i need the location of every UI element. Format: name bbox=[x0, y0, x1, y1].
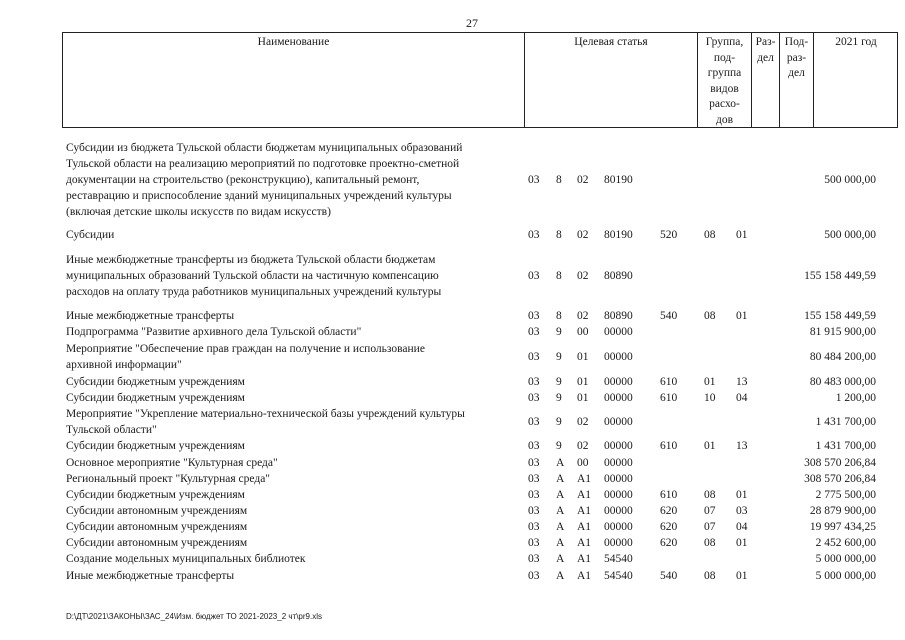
row-name-line: Тульской области" bbox=[66, 424, 157, 436]
target-code-1: 03 bbox=[528, 416, 540, 428]
target-code-2: 8 bbox=[556, 229, 562, 241]
row-name-line: Субсидии bbox=[66, 229, 115, 241]
razdel-code: 10 bbox=[704, 392, 716, 404]
row-name bbox=[66, 503, 526, 519]
row-name bbox=[66, 374, 526, 390]
target-code-1: 03 bbox=[528, 326, 540, 338]
target-code-1: 03 bbox=[528, 310, 540, 322]
razdel-code: 01 bbox=[704, 440, 716, 452]
header-name: Наименование bbox=[63, 33, 525, 127]
row-name-line: Региональный проект "Культурная среда" bbox=[66, 473, 271, 485]
target-code-1: 03 bbox=[528, 489, 540, 501]
target-code-2: А bbox=[556, 521, 565, 533]
row-name-line: реставрацию и приспособление зданий муниципальных учреждений культуры bbox=[66, 190, 452, 202]
target-code-1: 03 bbox=[528, 174, 540, 186]
target-code-3: 02 bbox=[577, 229, 589, 241]
target-code-3: А1 bbox=[577, 570, 592, 582]
expense-group: 610 bbox=[660, 376, 678, 388]
target-code-1: 03 bbox=[528, 351, 540, 363]
podrazdel-code: 01 bbox=[736, 489, 748, 501]
target-code-2: 9 bbox=[556, 351, 562, 363]
podrazdel-code: 03 bbox=[736, 505, 748, 517]
target-code-4: 54540 bbox=[604, 553, 633, 565]
target-code-3: 01 bbox=[577, 392, 589, 404]
target-code-1: 03 bbox=[528, 553, 540, 565]
row-name-line: Основное мероприятие "Культурная среда" bbox=[66, 457, 278, 469]
amount-2021: 80 483 000,00 bbox=[809, 376, 876, 388]
amount-2021: 1 431 700,00 bbox=[815, 416, 876, 428]
target-code-2: 9 bbox=[556, 416, 562, 428]
razdel-code: 08 bbox=[704, 537, 716, 549]
target-code-4: 00000 bbox=[604, 392, 633, 404]
target-code-4: 00000 bbox=[604, 351, 633, 363]
amount-2021: 308 570 206,84 bbox=[804, 457, 876, 469]
target-code-4: 00000 bbox=[604, 521, 633, 533]
target-code-4: 00000 bbox=[604, 537, 633, 549]
target-code-3: 02 bbox=[577, 270, 589, 282]
target-code-1: 03 bbox=[528, 270, 540, 282]
amount-2021: 308 570 206,84 bbox=[804, 473, 876, 485]
target-code-2: А bbox=[556, 570, 565, 582]
target-code-3: А1 bbox=[577, 473, 592, 485]
target-code-4: 00000 bbox=[604, 416, 633, 428]
target-code-3: А1 bbox=[577, 537, 592, 549]
podrazdel-code: 01 bbox=[736, 570, 748, 582]
target-code-3: 01 bbox=[577, 376, 589, 388]
target-code-1: 03 bbox=[528, 440, 540, 452]
target-code-3: 02 bbox=[577, 174, 589, 186]
row-name-line: Создание модельных муниципальных библиотек bbox=[66, 553, 306, 565]
amount-2021: 1 200,00 bbox=[835, 392, 876, 404]
podrazdel-code: 13 bbox=[736, 440, 748, 452]
target-code-4: 80190 bbox=[604, 229, 633, 241]
row-name bbox=[66, 390, 526, 406]
target-code-2: 9 bbox=[556, 440, 562, 452]
target-code-3: А1 bbox=[577, 521, 592, 533]
expense-group: 610 bbox=[660, 392, 678, 404]
row-name bbox=[66, 341, 526, 373]
amount-2021: 1 431 700,00 bbox=[815, 440, 876, 452]
expense-group: 540 bbox=[660, 310, 678, 322]
target-code-2: 8 bbox=[556, 174, 562, 186]
header-year: 2021 год bbox=[835, 36, 877, 48]
target-code-4: 80890 bbox=[604, 310, 633, 322]
podrazdel-code: 01 bbox=[736, 537, 748, 549]
row-name-line: Субсидии бюджетным учреждениям bbox=[66, 392, 245, 404]
row-name bbox=[66, 471, 526, 487]
header-podrazdel-line: дел bbox=[788, 67, 805, 79]
row-name-line: Субсидии бюджетным учреждениям bbox=[66, 440, 245, 452]
podrazdel-code: 01 bbox=[736, 310, 748, 322]
target-code-1: 03 bbox=[528, 537, 540, 549]
target-code-1: 03 bbox=[528, 521, 540, 533]
row-name-line: Иные межбюджетные трансферты из бюджета Тульской области бюджетам bbox=[66, 254, 436, 266]
row-name bbox=[66, 252, 526, 300]
amount-2021: 28 879 900,00 bbox=[809, 505, 876, 517]
amount-2021: 2 775 500,00 bbox=[815, 489, 876, 501]
razdel-code: 08 bbox=[704, 570, 716, 582]
row-name bbox=[66, 140, 526, 220]
row-name-line: Субсидии автономным учреждениям bbox=[66, 537, 248, 549]
podrazdel-code: 04 bbox=[736, 521, 748, 533]
expense-group: 620 bbox=[660, 537, 678, 549]
razdel-code: 07 bbox=[704, 521, 716, 533]
row-name bbox=[66, 535, 526, 551]
target-code-4: 00000 bbox=[604, 505, 633, 517]
expense-group: 620 bbox=[660, 505, 678, 517]
target-code-3: А1 bbox=[577, 489, 592, 501]
target-code-2: А bbox=[556, 505, 565, 517]
row-name-line: расходов на оплату труда работников муниципальных учреждений культуры bbox=[66, 286, 442, 298]
razdel-code: 08 bbox=[704, 310, 716, 322]
target-code-2: 9 bbox=[556, 376, 562, 388]
amount-2021: 155 158 449,59 bbox=[804, 270, 876, 282]
target-code-4: 00000 bbox=[604, 326, 633, 338]
target-code-2: А bbox=[556, 473, 565, 485]
target-code-2: А bbox=[556, 553, 565, 565]
target-code-2: А bbox=[556, 537, 565, 549]
amount-2021: 500 000,00 bbox=[824, 229, 876, 241]
expense-group: 610 bbox=[660, 440, 678, 452]
amount-2021: 5 000 000,00 bbox=[815, 553, 876, 565]
row-name-line: Иные межбюджетные трансферты bbox=[66, 310, 235, 322]
target-code-1: 03 bbox=[528, 570, 540, 582]
header-group-line: под- bbox=[713, 51, 736, 64]
row-name bbox=[66, 308, 526, 324]
header-group-line: Группа, bbox=[705, 36, 744, 48]
razdel-code: 08 bbox=[704, 229, 716, 241]
row-name bbox=[66, 519, 526, 535]
razdel-code: 07 bbox=[704, 505, 716, 517]
target-code-3: А1 bbox=[577, 505, 592, 517]
row-name-line: Тульской области на реализацию мероприятий по подготовке проектно-сметной bbox=[66, 158, 460, 170]
amount-2021: 5 000 000,00 bbox=[815, 570, 876, 582]
row-name-line: Мероприятие "Укрепление материально-технической базы учреждений культуры bbox=[66, 408, 465, 420]
amount-2021: 2 452 600,00 bbox=[815, 537, 876, 549]
expense-group: 620 bbox=[660, 521, 678, 533]
row-name-line: архивной информации" bbox=[66, 359, 182, 371]
target-code-4: 00000 bbox=[604, 440, 633, 452]
target-code-2: 8 bbox=[556, 310, 562, 322]
row-name-line: Субсидии бюджетным учреждениям bbox=[66, 376, 245, 388]
target-code-3: А1 bbox=[577, 553, 592, 565]
row-name bbox=[66, 438, 526, 454]
target-code-4: 00000 bbox=[604, 489, 633, 501]
target-code-3: 02 bbox=[577, 416, 589, 428]
target-code-3: 00 bbox=[577, 326, 589, 338]
row-name-line: документации на строительство (реконструкцию), капитальный ремонт, bbox=[66, 174, 420, 186]
target-code-4: 80190 bbox=[604, 174, 633, 186]
row-name bbox=[66, 551, 526, 567]
target-code-1: 03 bbox=[528, 376, 540, 388]
header-podrazdel-line: раз- bbox=[786, 51, 807, 64]
header-podrazdel-line: Под- bbox=[784, 36, 809, 48]
row-name-line: Субсидии автономным учреждениям bbox=[66, 505, 248, 517]
row-name bbox=[66, 324, 526, 340]
expense-group: 520 bbox=[660, 229, 678, 241]
amount-2021: 155 158 449,59 bbox=[804, 310, 876, 322]
target-code-4: 00000 bbox=[604, 473, 633, 485]
podrazdel-code: 01 bbox=[736, 229, 748, 241]
header-group-line: группа bbox=[707, 67, 742, 79]
target-code-3: 02 bbox=[577, 440, 589, 452]
target-code-3: 00 bbox=[577, 457, 589, 469]
row-name-line: Иные межбюджетные трансферты bbox=[66, 570, 235, 582]
page-number: 27 bbox=[466, 16, 478, 30]
row-name bbox=[66, 568, 526, 584]
row-name bbox=[66, 406, 526, 438]
row-name-line: Субсидии из бюджета Тульской области бюджетам муниципальных образований bbox=[66, 142, 463, 154]
row-name-line: Субсидии бюджетным учреждениям bbox=[66, 489, 245, 501]
target-code-4: 54540 bbox=[604, 570, 633, 582]
header-group-line: видов bbox=[710, 82, 739, 95]
podrazdel-code: 13 bbox=[736, 376, 748, 388]
row-name bbox=[66, 487, 526, 503]
target-code-4: 00000 bbox=[604, 457, 633, 469]
target-code-2: А bbox=[556, 457, 565, 469]
target-code-2: 9 bbox=[556, 326, 562, 338]
row-name bbox=[66, 227, 526, 243]
row-name-line: муниципальных образований Тульской области на частичную компенсацию bbox=[66, 270, 439, 282]
row-name-line: Подпрограмма "Развитие архивного дела Тульской области" bbox=[66, 326, 362, 338]
header-razdel-line: Раз- bbox=[755, 36, 776, 48]
header-group-line: расхо- bbox=[709, 98, 740, 110]
amount-2021: 19 997 434,25 bbox=[809, 521, 876, 533]
target-code-2: 9 bbox=[556, 392, 562, 404]
expense-group: 610 bbox=[660, 489, 678, 501]
row-name-line: Мероприятие "Обеспечение прав граждан на получение и использование bbox=[66, 343, 425, 355]
amount-2021: 80 484 200,00 bbox=[809, 351, 876, 363]
target-code-1: 03 bbox=[528, 505, 540, 517]
amount-2021: 500 000,00 bbox=[824, 174, 876, 186]
target-code-2: А bbox=[556, 489, 565, 501]
target-code-1: 03 bbox=[528, 457, 540, 469]
razdel-code: 08 bbox=[704, 489, 716, 501]
target-code-1: 03 bbox=[528, 229, 540, 241]
row-name-line: (включая детские школы искусств по видам искусств) bbox=[66, 206, 331, 218]
file-path-footer: D:\ДТ\2021\ЗАКОНЫ\ЗАС_24\Изм. бюджет ТО 2021-2023_2 чт\pr9.xls bbox=[66, 612, 322, 621]
razdel-code: 01 bbox=[704, 376, 716, 388]
target-code-2: 8 bbox=[556, 270, 562, 282]
target-code-3: 01 bbox=[577, 351, 589, 363]
expense-group: 540 bbox=[660, 570, 678, 582]
amount-2021: 81 915 900,00 bbox=[809, 326, 876, 338]
target-code-4: 80890 bbox=[604, 270, 633, 282]
row-name-line: Субсидии автономным учреждениям bbox=[66, 521, 248, 533]
target-code-3: 02 bbox=[577, 310, 589, 322]
target-code-1: 03 bbox=[528, 392, 540, 404]
podrazdel-code: 04 bbox=[736, 392, 748, 404]
header-razdel-line: дел bbox=[757, 51, 774, 64]
row-name bbox=[66, 455, 526, 471]
target-code-4: 00000 bbox=[604, 376, 633, 388]
header-group-line: дов bbox=[715, 113, 734, 126]
target-code-1: 03 bbox=[528, 473, 540, 485]
header-target: Целевая статья bbox=[525, 33, 698, 127]
